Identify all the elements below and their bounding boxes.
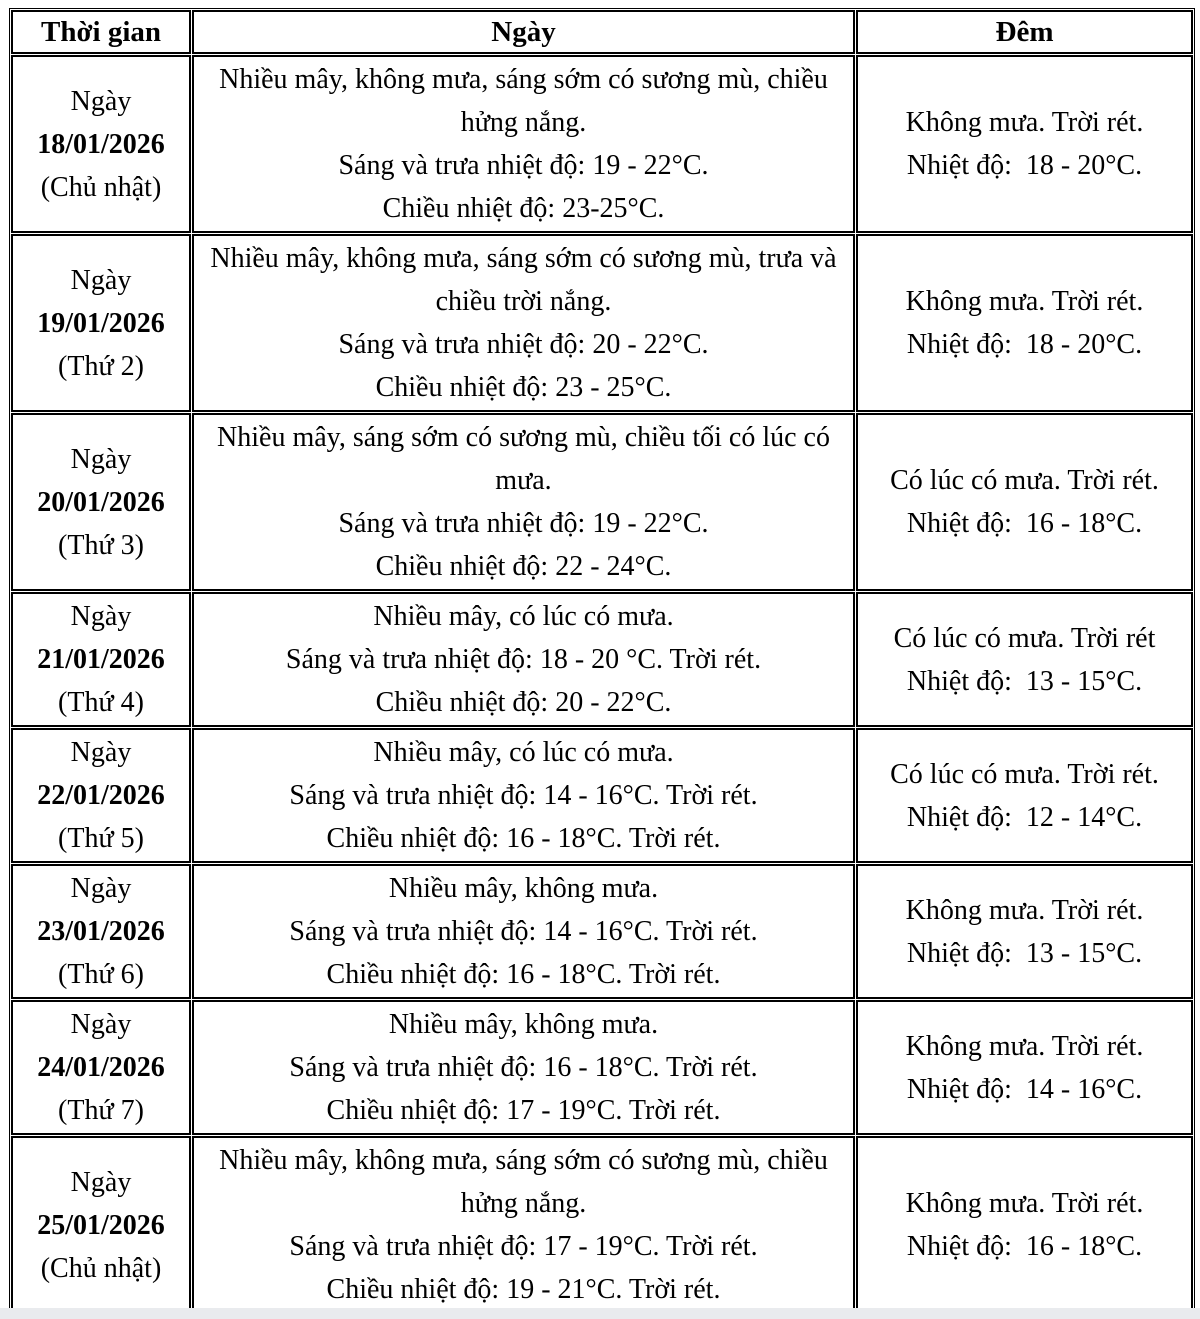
- day-forecast-cell: [192, 1000, 855, 1135]
- day-forecast-cell: [192, 55, 855, 233]
- date-value: 24/01/2026: [37, 1052, 165, 1083]
- night-forecast-line: Không mưa. Trời rét.: [905, 286, 1144, 317]
- date-prefix-label: Ngày: [70, 264, 132, 296]
- day-forecast-cell: [192, 413, 855, 591]
- night-forecast-line: Không mưa. Trời rét.: [905, 1030, 1144, 1062]
- night-forecast-line: Nhiệt độ: 16 - 18°C.: [906, 508, 1143, 539]
- night-forecast-cell: [856, 592, 1193, 727]
- day-forecast-line: Nhiều mây, không mưa, sáng sớm có sương mù, chiều hửng nắng.: [219, 64, 828, 138]
- night-forecast-line: Không mưa. Trời rét.: [905, 107, 1144, 138]
- table-row: [11, 864, 1193, 999]
- date-value: 20/01/2026: [37, 486, 165, 518]
- day-forecast-line: Sáng và trưa nhiệt độ: 19 - 22°C.: [338, 508, 709, 539]
- column-header-time: Thời gian: [11, 10, 191, 54]
- day-forecast-line: Nhiều mây, không mưa.: [388, 873, 659, 904]
- day-forecast-line: Nhiều mây, không mưa, sáng sớm có sương mù, chiều hửng nắng.: [219, 1145, 828, 1219]
- time-cell: [11, 234, 191, 412]
- night-forecast-cell: [856, 728, 1193, 863]
- day-forecast-line: Nhiều mây, có lúc có mưa.: [373, 737, 674, 768]
- table-row: [11, 1000, 1193, 1135]
- date-prefix-label: Ngày: [70, 737, 132, 768]
- night-forecast-cell: [856, 864, 1193, 999]
- night-forecast-line: Không mưa. Trời rét.: [905, 1188, 1144, 1219]
- table-row: [11, 592, 1193, 727]
- day-forecast-line: Nhiều mây, không mưa.: [388, 1009, 659, 1040]
- day-forecast-line: Sáng và trưa nhiệt độ: 16 - 18°C. Trời rét.: [289, 1052, 758, 1083]
- day-forecast-line: Chiều nhiệt độ: 17 - 19°C. Trời rét.: [326, 1095, 721, 1126]
- column-header-day: Ngày: [192, 10, 855, 54]
- day-forecast-line: Sáng và trưa nhiệt độ: 17 - 19°C. Trời rét.: [289, 1231, 758, 1262]
- night-forecast-line: Nhiệt độ: 13 - 15°C.: [906, 937, 1143, 969]
- time-cell: [11, 1000, 191, 1135]
- day-forecast-line: Nhiều mây, có lúc có mưa.: [373, 601, 674, 632]
- date-prefix-label: Ngày: [70, 601, 132, 632]
- table-row: [11, 728, 1193, 863]
- date-value: 21/01/2026: [37, 644, 165, 675]
- table-header-row: [11, 10, 1193, 54]
- date-prefix-label: Ngày: [70, 443, 132, 475]
- table-row: [11, 413, 1193, 591]
- time-cell: [11, 413, 191, 591]
- weekday-label: (Thứ 2): [58, 350, 144, 382]
- night-forecast-cell: [856, 1000, 1193, 1135]
- day-forecast-line: Chiều nhiệt độ: 23-25°C.: [382, 193, 665, 224]
- day-forecast-line: Chiều nhiệt độ: 16 - 18°C. Trời rét.: [326, 959, 721, 990]
- page-edge-strip: [0, 1308, 1200, 1319]
- weekday-label: (Thứ 7): [58, 1095, 144, 1126]
- date-value: 25/01/2026: [37, 1209, 165, 1241]
- night-forecast-line: Nhiệt độ: 16 - 18°C.: [906, 1231, 1143, 1262]
- day-forecast-cell: [192, 1136, 855, 1314]
- day-forecast-line: Nhiều mây, không mưa, sáng sớm có sương mù, trưa và chiều trời nắng.: [210, 243, 837, 317]
- time-cell: [11, 864, 191, 999]
- date-value: 18/01/2026: [37, 128, 165, 160]
- night-forecast-line: Nhiệt độ: 18 - 20°C.: [906, 329, 1143, 360]
- weather-forecast-table: [9, 8, 1195, 1316]
- night-forecast-line: Có lúc có mưa. Trời rét.: [890, 758, 1159, 790]
- time-cell: [11, 592, 191, 727]
- day-forecast-line: Chiều nhiệt độ: 20 - 22°C.: [375, 687, 672, 718]
- day-forecast-cell: [192, 592, 855, 727]
- night-forecast-line: Nhiệt độ: 14 - 16°C.: [906, 1073, 1143, 1105]
- day-forecast-line: Chiều nhiệt độ: 22 - 24°C.: [375, 551, 672, 582]
- table-row: [11, 55, 1193, 233]
- weekday-label: (Thứ 3): [58, 529, 144, 561]
- day-forecast-line: Sáng và trưa nhiệt độ: 20 - 22°C.: [338, 329, 709, 360]
- date-prefix-label: Ngày: [70, 1009, 132, 1040]
- day-forecast-line: Nhiều mây, sáng sớm có sương mù, chiều tối có lúc có mưa.: [217, 422, 830, 496]
- night-forecast-cell: [856, 413, 1193, 591]
- night-forecast-line: Có lúc có mưa. Trời rét.: [890, 465, 1159, 496]
- day-forecast-line: Sáng và trưa nhiệt độ: 19 - 22°C.: [338, 150, 709, 181]
- date-prefix-label: Ngày: [70, 873, 132, 904]
- date-value: 19/01/2026: [37, 307, 165, 339]
- date-value: 23/01/2026: [37, 916, 165, 947]
- night-forecast-cell: [856, 55, 1193, 233]
- table-body: [11, 55, 1193, 1314]
- night-forecast-line: Không mưa. Trời rét.: [905, 894, 1144, 926]
- day-forecast-line: Sáng và trưa nhiệt độ: 14 - 16°C. Trời rét.: [289, 780, 758, 811]
- day-forecast-cell: [192, 864, 855, 999]
- day-forecast-cell: [192, 728, 855, 863]
- time-cell: [11, 55, 191, 233]
- weekday-label: (Chủ nhật): [40, 171, 162, 203]
- night-forecast-line: Có lúc có mưa. Trời rét: [893, 622, 1156, 654]
- weekday-label: (Thứ 6): [58, 959, 144, 990]
- time-cell: [11, 728, 191, 863]
- day-forecast-cell: [192, 234, 855, 412]
- weekday-label: (Chủ nhật): [40, 1252, 162, 1284]
- day-forecast-line: Chiều nhiệt độ: 23 - 25°C.: [375, 372, 672, 403]
- date-prefix-label: Ngày: [70, 85, 132, 117]
- date-prefix-label: Ngày: [70, 1166, 132, 1198]
- table-row: [11, 1136, 1193, 1314]
- night-forecast-cell: [856, 1136, 1193, 1314]
- night-forecast-line: Nhiệt độ: 13 - 15°C.: [906, 665, 1143, 697]
- weekday-label: (Thứ 5): [58, 823, 144, 854]
- day-forecast-line: Chiều nhiệt độ: 16 - 18°C. Trời rét.: [326, 823, 721, 854]
- date-value: 22/01/2026: [37, 780, 165, 811]
- time-cell: [11, 1136, 191, 1314]
- night-forecast-line: Nhiệt độ: 12 - 14°C.: [906, 801, 1143, 833]
- day-forecast-line: Sáng và trưa nhiệt độ: 14 - 16°C. Trời rét.: [289, 916, 758, 947]
- night-forecast-cell: [856, 234, 1193, 412]
- column-header-night: Đêm: [856, 10, 1193, 54]
- night-forecast-line: Nhiệt độ: 18 - 20°C.: [906, 150, 1143, 181]
- weekday-label: (Thứ 4): [58, 687, 144, 718]
- day-forecast-line: Sáng và trưa nhiệt độ: 18 - 20 °C. Trời rét.: [285, 644, 762, 675]
- day-forecast-line: Chiều nhiệt độ: 19 - 21°C. Trời rét.: [326, 1274, 721, 1305]
- table-row: [11, 234, 1193, 412]
